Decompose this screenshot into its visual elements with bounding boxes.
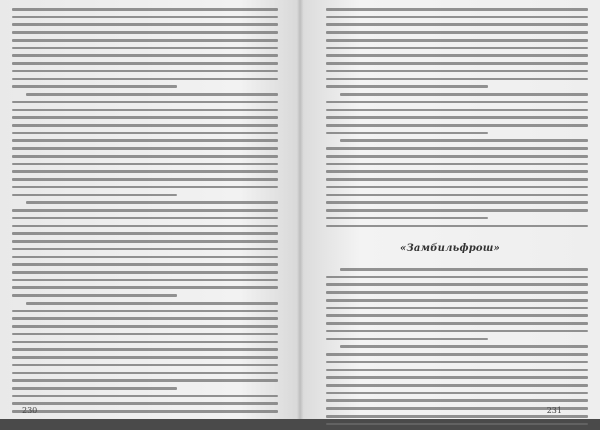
text-line xyxy=(12,279,278,282)
text-line xyxy=(326,291,588,294)
text-line xyxy=(12,116,278,119)
text-line xyxy=(326,276,588,279)
text-line xyxy=(12,178,278,181)
right-page-number: 231 xyxy=(546,406,562,415)
text-line xyxy=(12,341,278,344)
section-heading: «Замбильфрош» xyxy=(400,243,500,254)
text-line xyxy=(12,387,177,390)
text-line xyxy=(326,101,588,104)
text-line xyxy=(12,209,278,212)
text-line xyxy=(326,423,588,426)
text-line xyxy=(12,31,278,34)
text-line xyxy=(12,124,278,127)
text-line xyxy=(340,345,588,348)
text-line xyxy=(326,353,588,356)
text-line xyxy=(12,395,278,398)
left-page-number: 230 xyxy=(22,406,38,415)
text-line xyxy=(12,256,278,259)
text-line xyxy=(12,101,278,104)
text-line xyxy=(12,23,278,26)
text-line xyxy=(326,194,588,197)
text-line xyxy=(326,39,588,42)
text-line xyxy=(12,364,278,367)
text-line xyxy=(326,201,588,204)
text-line xyxy=(326,392,588,395)
text-line xyxy=(326,155,588,158)
text-line xyxy=(12,232,278,235)
text-line xyxy=(326,132,488,135)
text-line xyxy=(326,31,588,34)
text-line xyxy=(326,54,588,57)
text-line xyxy=(12,132,278,135)
text-line xyxy=(326,314,588,317)
text-line xyxy=(340,93,588,96)
text-line xyxy=(326,23,588,26)
right-page xyxy=(300,0,600,419)
text-line xyxy=(12,348,278,351)
text-line xyxy=(326,225,588,228)
text-line xyxy=(340,268,588,271)
text-line xyxy=(326,399,588,402)
text-line xyxy=(12,186,278,189)
text-line xyxy=(12,248,278,251)
text-line xyxy=(326,8,588,11)
text-line xyxy=(12,163,278,166)
left-page-text xyxy=(0,8,300,418)
text-line xyxy=(326,70,588,73)
left-page xyxy=(0,0,300,419)
text-line xyxy=(26,302,278,305)
text-line xyxy=(326,209,588,212)
text-line xyxy=(26,93,278,96)
text-line xyxy=(12,16,278,19)
text-line xyxy=(326,47,588,50)
text-line xyxy=(12,217,278,220)
text-line xyxy=(326,283,588,286)
text-line xyxy=(12,286,278,289)
text-line xyxy=(326,16,588,19)
right-page-text-top xyxy=(300,8,600,232)
text-line xyxy=(326,85,488,88)
text-line xyxy=(12,225,278,228)
text-line xyxy=(326,163,588,166)
text-line xyxy=(12,109,278,112)
text-line xyxy=(12,356,278,359)
text-line xyxy=(12,39,278,42)
text-line xyxy=(12,372,278,375)
text-line xyxy=(12,155,278,158)
text-line xyxy=(326,147,588,150)
text-line xyxy=(326,322,588,325)
text-line xyxy=(12,139,278,142)
text-line xyxy=(12,379,278,382)
text-line xyxy=(12,402,278,405)
text-line xyxy=(12,263,278,266)
text-line xyxy=(326,109,588,112)
text-line xyxy=(326,307,588,310)
text-line xyxy=(12,78,278,81)
text-line xyxy=(12,317,278,320)
text-line xyxy=(326,78,588,81)
text-line xyxy=(12,240,278,243)
text-line xyxy=(12,294,177,297)
text-line xyxy=(12,410,278,413)
text-line xyxy=(12,70,278,73)
text-line xyxy=(326,170,588,173)
text-line xyxy=(12,194,177,197)
text-line xyxy=(12,147,278,150)
text-line xyxy=(12,325,278,328)
text-line xyxy=(12,47,278,50)
text-line xyxy=(326,376,588,379)
text-line xyxy=(326,116,588,119)
text-line xyxy=(12,310,278,313)
text-line xyxy=(12,271,278,274)
text-line xyxy=(326,330,588,333)
text-line xyxy=(12,333,278,336)
text-line xyxy=(326,338,488,341)
text-line xyxy=(326,178,588,181)
text-line xyxy=(326,186,588,189)
text-line xyxy=(12,85,177,88)
text-line xyxy=(12,170,278,173)
text-line xyxy=(26,201,278,204)
text-line xyxy=(326,124,588,127)
text-line xyxy=(326,217,488,220)
text-line xyxy=(326,415,588,418)
text-line xyxy=(326,62,588,65)
text-line xyxy=(326,369,588,372)
text-line xyxy=(326,299,588,302)
text-line xyxy=(340,139,588,142)
text-line xyxy=(12,62,278,65)
text-line xyxy=(12,8,278,11)
text-line xyxy=(326,361,588,364)
text-line xyxy=(12,54,278,57)
text-line xyxy=(326,384,588,387)
